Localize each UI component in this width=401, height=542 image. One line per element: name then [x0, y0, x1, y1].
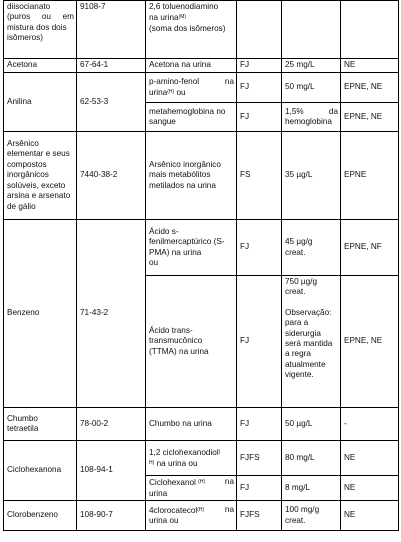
cas-cell: 71-43-2	[77, 220, 146, 408]
table-row	[4, 501, 399, 531]
agent-cell: Anilina	[4, 73, 77, 132]
method-cell: FJ	[237, 276, 282, 408]
method-cell: FJFS	[237, 501, 282, 531]
agent-cell: Acetona	[4, 59, 77, 73]
agent-cell: Chumbo tetraetila	[4, 408, 77, 441]
method-cell: FJ	[237, 408, 282, 441]
biological-indicators-table	[3, 0, 399, 531]
method-cell: FJ	[237, 73, 282, 103]
agent-cell: Benzeno	[4, 220, 77, 408]
cas-cell: 7440-38-2	[77, 132, 146, 220]
agent-cell	[4, 1, 77, 59]
value-cell: 750 µg/g creat. Observação: para a siderurgia será mantida a regra atualmente vigente.	[282, 276, 341, 408]
agent-line: mistura dos dois	[7, 22, 67, 32]
obs-cell: EPNE	[341, 132, 399, 220]
table-row	[4, 441, 399, 476]
indicator-cell: Chumbo na urina	[146, 408, 237, 441]
indicator-cell: 4clorocatecol$^{(H)}$ na urina ou	[146, 501, 237, 531]
obs-cell: NE	[341, 441, 399, 476]
method-cell: FJ	[237, 476, 282, 501]
method-cell	[237, 1, 282, 59]
obs-cell: NE	[341, 501, 399, 531]
agent-cell: Ciclohexanona	[4, 441, 77, 501]
value-cell: 1,5% da hemoglobina	[282, 103, 341, 132]
method-cell: FJ	[237, 59, 282, 73]
table-row	[4, 73, 399, 103]
obs-cell: EPNE, NE	[341, 276, 399, 408]
agent-line: diisocianato	[7, 2, 51, 11]
indicator-cell: p-amino-fenol na urina$^{(H)}$ ou	[146, 73, 237, 103]
indicator-cell: 2,6 toluenodiamino na urina$^{(M)}$ (soma dos isômeros)	[146, 1, 237, 59]
table-row	[4, 220, 399, 276]
obs-cell: NE	[341, 476, 399, 501]
agent-line: isômeros)	[7, 33, 43, 43]
cas-cell: 62-53-3	[77, 73, 146, 132]
value-cell: 45 µg/g creat.	[282, 220, 341, 276]
method-cell: FJ	[237, 103, 282, 132]
table-row	[4, 1, 399, 59]
indicator-cell: 1,2 ciclohexanodiol( $^{H)}$ na urina ou	[146, 441, 237, 476]
table-row	[4, 408, 399, 441]
value-cell: 50 µg/L	[282, 408, 341, 441]
obs-cell: NE	[341, 59, 399, 73]
value-cell: 8 mg/L	[282, 476, 341, 501]
indicator-cell: Ácido trans- transmucônico (TTMA) na urina	[146, 276, 237, 408]
agent-cell: Arsênico elementar e seus compostos inorgânicos solúveis, exceto arsina e arsenato de gálio	[4, 132, 77, 220]
cas-cell: 9108-7	[77, 1, 146, 59]
agent-line: (puros ou em	[7, 12, 74, 22]
obs-cell: -	[341, 408, 399, 441]
cas-cell: 108-90-7	[77, 501, 146, 531]
cas-cell: 78-00-2	[77, 408, 146, 441]
cas-cell: 67-64-1	[77, 59, 146, 73]
value-cell: 100 mg/g creat.	[282, 501, 341, 531]
obs-cell	[341, 1, 399, 59]
obs-cell: EPNE, NE	[341, 73, 399, 103]
table-row	[4, 59, 399, 73]
value-cell: 80 mg/L	[282, 441, 341, 476]
cas-cell: 108-94-1	[77, 441, 146, 501]
indicator-cell: Acetona na urina	[146, 59, 237, 73]
indicator-cell: Arsênico inorgânico mais metabólitos metilados na urina	[146, 132, 237, 220]
obs-cell: EPNE, NF	[341, 220, 399, 276]
indicator-cell: Ácido s- fenilmercaptúrico (S- PMA) na urina ou	[146, 220, 237, 276]
indicator-cell: Ciclohexanol $^{(H)}$ na urina	[146, 476, 237, 501]
table-row	[4, 132, 399, 220]
agent-cell: Clorobenzeno	[4, 501, 77, 531]
method-cell: FS	[237, 132, 282, 220]
value-cell: 50 mg/L	[282, 73, 341, 103]
value-cell: 35 µg/L	[282, 132, 341, 220]
obs-cell: EPNE, NE	[341, 103, 399, 132]
value-cell	[282, 1, 341, 59]
value-cell: 25 mg/L	[282, 59, 341, 73]
indicator-line: Ácido s-	[149, 226, 179, 236]
method-cell: FJFS	[237, 441, 282, 476]
indicator-cell: metahemoglobina no sangue	[146, 103, 237, 132]
method-cell: FJ	[237, 220, 282, 276]
